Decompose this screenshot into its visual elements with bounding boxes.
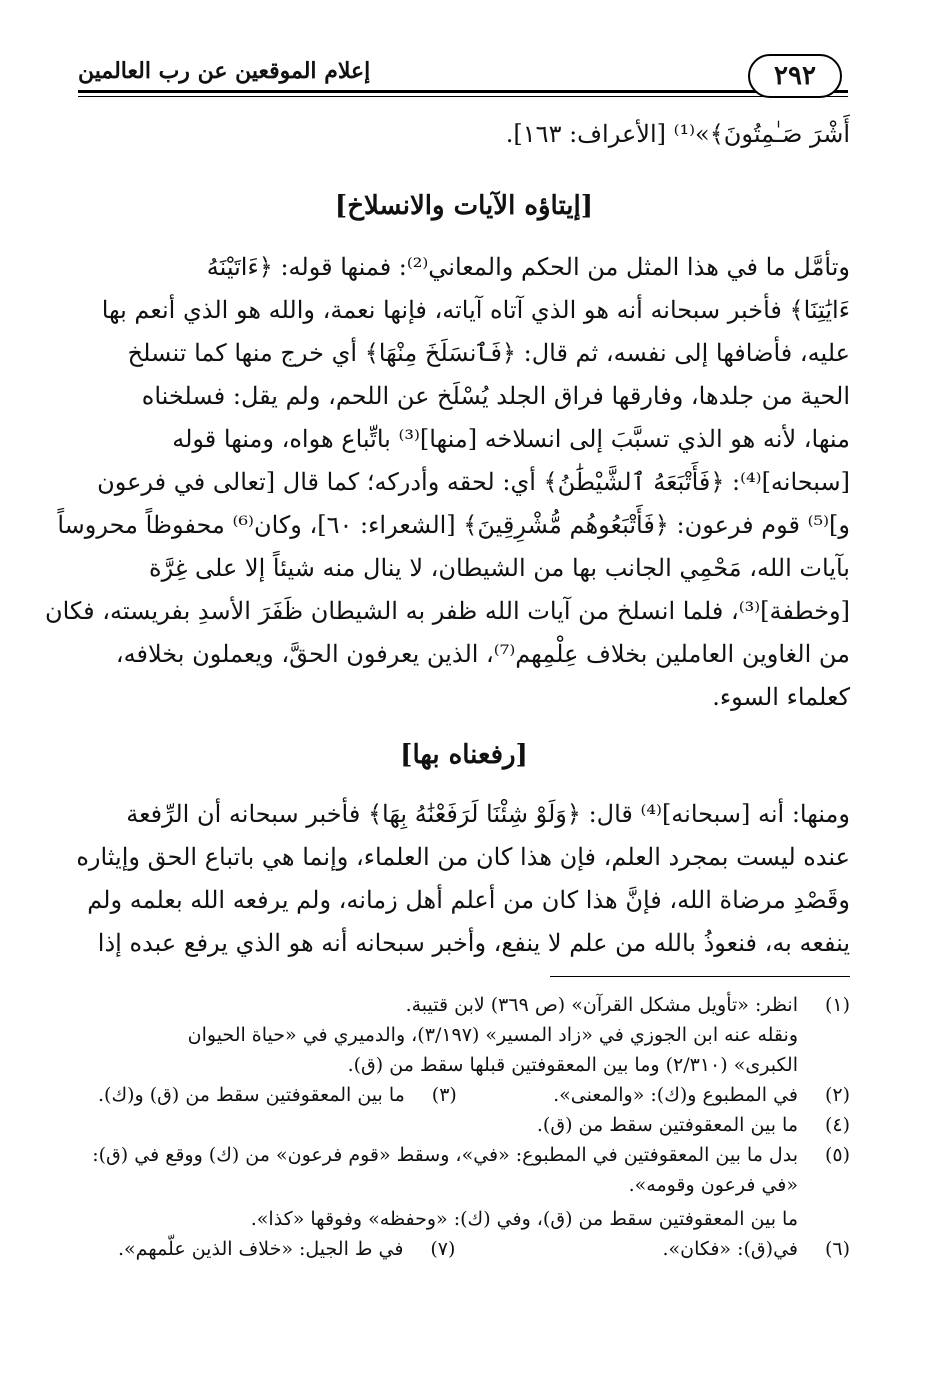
book-title: إعلام الموقعين عن رب العالمين <box>78 58 371 84</box>
footnote-1 <box>78 990 850 1020</box>
footnote-number: (٥) <box>824 1144 850 1166</box>
footnote-text: في المطبوع و(ك): «والمعنى». <box>553 1084 798 1106</box>
footnote-2 <box>553 1080 850 1110</box>
footnote-text: ما بين المعقوفتين سقط من (ق) و(ك). <box>98 1084 405 1106</box>
text-line: [سبحانه]⁽⁴⁾: ﴿فَأَتْبَعَهُ ٱلشَّيْطَٰنُ﴾ أي: لحقه وأدركه؛ كما قال [تعالى في فرعون <box>97 468 850 496</box>
footnote-number: (٧) <box>430 1238 456 1260</box>
footnote-number: (٤) <box>824 1114 850 1136</box>
footnote-text: بدل ما بين المعقوفتين في المطبوع: «في»، وسقط «قوم فرعون» من (ك) ووقع في (ق): <box>92 1144 798 1166</box>
footnote-number: (٣) <box>431 1084 457 1106</box>
footnote-1-continued: ونقله عنه ابن الجوزي في «زاد المسير» (٣/١٩٧)، والدميري في «حياة الحيوان <box>187 1024 798 1046</box>
footnote-number: (٦) <box>824 1238 850 1260</box>
footnote-1-continued: الكبرى» (٢/٣١٠) وما بين المعقوفتين قبلها سقط من (ق). <box>347 1054 798 1076</box>
footnote-separator <box>550 976 850 977</box>
footnote-row-2-3 <box>78 1080 850 1110</box>
footnote-text: في ط الجيل: «خلاف الذين علّمهم». <box>118 1238 404 1260</box>
page-number: ٢٩٢ <box>748 54 842 98</box>
footnote-number: (١) <box>824 994 850 1016</box>
footnote-4 <box>78 1110 850 1140</box>
section-body <box>78 793 850 965</box>
section-body <box>44 246 850 719</box>
footnote-6 <box>662 1234 850 1264</box>
footnote-number: (٢) <box>824 1084 850 1106</box>
text-line: و]⁽⁵⁾ قوم فرعون: ﴿فَأَتْبَعُوهُم مُّشْرِقِينَ﴾ [الشعراء: ٦٠]، وكان⁽⁶⁾ محفوظاً محروساً <box>57 511 850 539</box>
text-line: عنده ليست بمجرد العلم، فإن هذا كان من العلماء، وإنما هي باتباع الحق وإيثاره <box>76 843 850 871</box>
header-rule <box>78 90 848 93</box>
continuation-line: أَشْرَ صَـٰمِتُونَ﴾»⁽¹⁾ [الأعراف: ١٦٣]. <box>505 120 850 148</box>
footnote-row-6-7 <box>78 1234 850 1264</box>
running-header <box>78 44 848 104</box>
section-heading: [رفعناه بها] <box>400 740 528 770</box>
text-line: عليه، فأضافها إلى نفسه، ثم قال: ﴿فَٱنسَلَخَ مِنْهَا﴾ أي خرج منها كما تنسلخ <box>127 339 850 367</box>
footnote-5-continued: «في فرعون وقومه». <box>628 1174 798 1196</box>
footnote-7 <box>78 1234 455 1264</box>
text-line: ومنها: أنه [سبحانه]⁽⁴⁾ قال: ﴿وَلَوْ شِئْنَا لَرَفَعْنَٰهُ بِهَا﴾ فأخبر سبحانه أن الرِّفعة <box>126 800 850 828</box>
header-rule-thin <box>78 96 848 97</box>
text-line: بآيات الله، مَحْمِي الجانب بها من الشيطان، لا ينال منه شيئاً إلا على غِرَّة <box>149 554 850 582</box>
section-heading: [إيتاؤه الآيات والانسلاخ] <box>334 191 594 221</box>
footnote-text: في(ق): «فكان». <box>662 1238 798 1260</box>
footnotes <box>78 990 850 1264</box>
text-line: منها، لأنه هو الذي تسبَّبَ إلى انسلاخه [منها]⁽³⁾ باتِّباع هواه، ومنها قوله <box>172 425 850 453</box>
text-line: وقَصْدِ مرضاة الله، فإنَّ هذا كان من أعلم أهل زمانه، ولم يرفعه الله بعلمه ولم <box>87 886 850 914</box>
footnote-text: ما بين المعقوفتين سقط من (ق). <box>536 1114 798 1136</box>
text-line: الحية من جلدها، وفارقها فراق الجلد يُسْلَخ عن اللحم، ولم يقل: فسلخناه <box>141 382 850 410</box>
text-line: من الغاوين العاملين بخلاف عِلْمِهم⁽⁷⁾، الذين يعرفون الحقَّ، ويعملون بخلافه، <box>115 640 850 668</box>
text-line: [وخطفة]⁽³⁾، فلما انسلخ من آيات الله ظفر به الشيطان ظَفَرَ الأسدِ بفريسته، فكان <box>44 597 850 625</box>
text-line: ينفعه به، فنعوذُ بالله من علم لا ينفع، وأخبر سبحانه أنه هو الذي يرفع عبده إذا <box>97 929 850 957</box>
footnote-5 <box>78 1140 850 1170</box>
text-line: وتأمَّل ما في هذا المثل من الحكم والمعاني⁽²⁾: فمنها قوله: ﴿ءَاتَيْنَهُ <box>206 253 850 281</box>
text-line: كعلماء السوء. <box>712 683 850 711</box>
text-line: ءَايَٰتِنَا﴾ فأخبر سبحانه أنه هو الذي آتاه آياته، فإنها نعمة، والله هو الذي أنعم بها <box>101 296 850 324</box>
footnote-note: ما بين المعقوفتين سقط من (ق)، وفي (ك): «وحفظه» وفوقها «كذا». <box>250 1208 798 1230</box>
footnote-text: انظر: «تأويل مشكل القرآن» (ص ٣٦٩) لابن قتيبة. <box>405 994 798 1016</box>
footnote-3 <box>78 1080 457 1110</box>
